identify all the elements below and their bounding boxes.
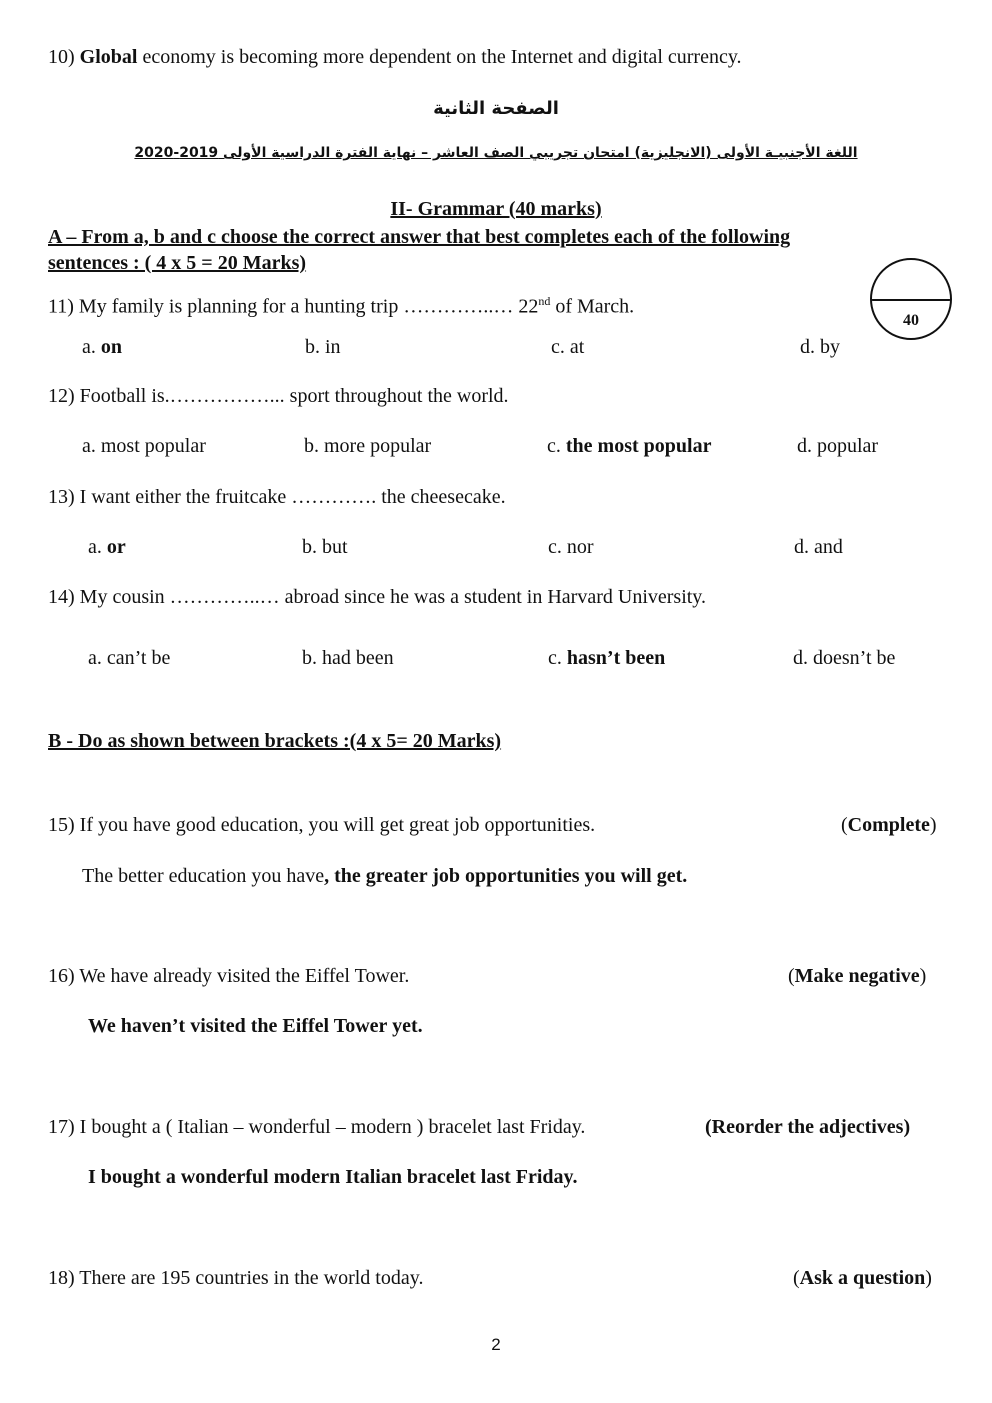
page-label: الصفحة الثانية (433, 98, 559, 119)
q13-option-c: c. nor (548, 536, 594, 558)
q17-instruction: (Reorder the adjectives) (705, 1116, 911, 1138)
q16-instruction: (Make negative) (788, 965, 927, 987)
q12-option-a: a. most popular (82, 435, 206, 457)
question-15: 15) If you have good education, you will get great job opportunities. (48, 814, 596, 836)
q10-bold-word: Global (79, 46, 138, 68)
q13-option-d: d. and (794, 536, 843, 558)
q14-option-a: a. can’t be (88, 647, 171, 669)
q11-option-c: c. at (551, 336, 585, 358)
question-11 (48, 294, 634, 319)
q11-text-b: of March. (550, 295, 635, 318)
grammar-title: II- Grammar (40 marks) (390, 198, 602, 220)
q18-instruction: (Ask a question) (793, 1267, 932, 1289)
q11-option-a: a. on (82, 336, 123, 358)
q17-answer: I bought a wonderful modern Italian bracelet last Friday. (88, 1166, 578, 1188)
question-13: 13) I want either the fruitcake …………. the cheesecake. (48, 486, 506, 508)
q14-option-c: c. hasn’t been (548, 647, 666, 669)
question-12: 12) Football is.……………... sport throughout the world. (48, 385, 509, 407)
question-17: 17) I bought a ( Italian – wonderful – modern ) bracelet last Friday. (48, 1116, 586, 1138)
page-number: 2 (491, 1335, 501, 1354)
question-18: 18) There are 195 countries in the world today. (48, 1267, 424, 1289)
q11-text-a: 11) My family is planning for a hunting trip …………..… 22 (48, 295, 539, 318)
q15-instruction: (Complete) (841, 814, 937, 836)
q10-text: economy is becoming more dependent on the Internet and digital currency. (137, 46, 742, 68)
section-b-heading: B - Do as shown between brackets :(4 x 5= 20 Marks) (48, 730, 502, 752)
q12-option-d: d. popular (797, 435, 879, 457)
q11-option-b: b. in (305, 336, 341, 358)
q12-option-b: b. more popular (304, 435, 432, 457)
q15-answer: The better education you have, the greater job opportunities you will get. (82, 865, 688, 887)
q12-option-c: c. the most popular (547, 435, 712, 457)
score-circle (870, 258, 952, 340)
q13-option-b: b. but (302, 536, 348, 558)
q13-option-a: a. or (88, 536, 126, 558)
question-10 (48, 46, 742, 69)
score-value: 40 (903, 312, 919, 329)
section-a-heading-line2: sentences : ( 4 x 5 = 20 Marks) (48, 252, 307, 274)
q11-superscript: nd (538, 294, 551, 308)
exam-title: اللغة الأجنبيـة الأولى (الانجليزية) امتحان تجريبي الصف العاشر – نهاية الفترة الدراسية الأولى 2019-2020 (134, 145, 858, 161)
section-a-heading-line1: A – From a, b and c choose the correct answer that best completes each of the following (48, 226, 791, 248)
q14-option-d: d. doesn’t be (793, 647, 896, 669)
q11-option-d: d. by (800, 336, 840, 358)
question-16: 16) We have already visited the Eiffel Tower. (48, 965, 410, 987)
score-divider (872, 299, 950, 301)
q10-number: 10) (48, 46, 75, 68)
q16-answer: We haven’t visited the Eiffel Tower yet. (88, 1015, 423, 1037)
q14-option-b: b. had been (302, 647, 394, 669)
exam-title-wrapper (0, 140, 992, 163)
question-14: 14) My cousin …………..… abroad since he was a student in Harvard University. (48, 586, 707, 608)
